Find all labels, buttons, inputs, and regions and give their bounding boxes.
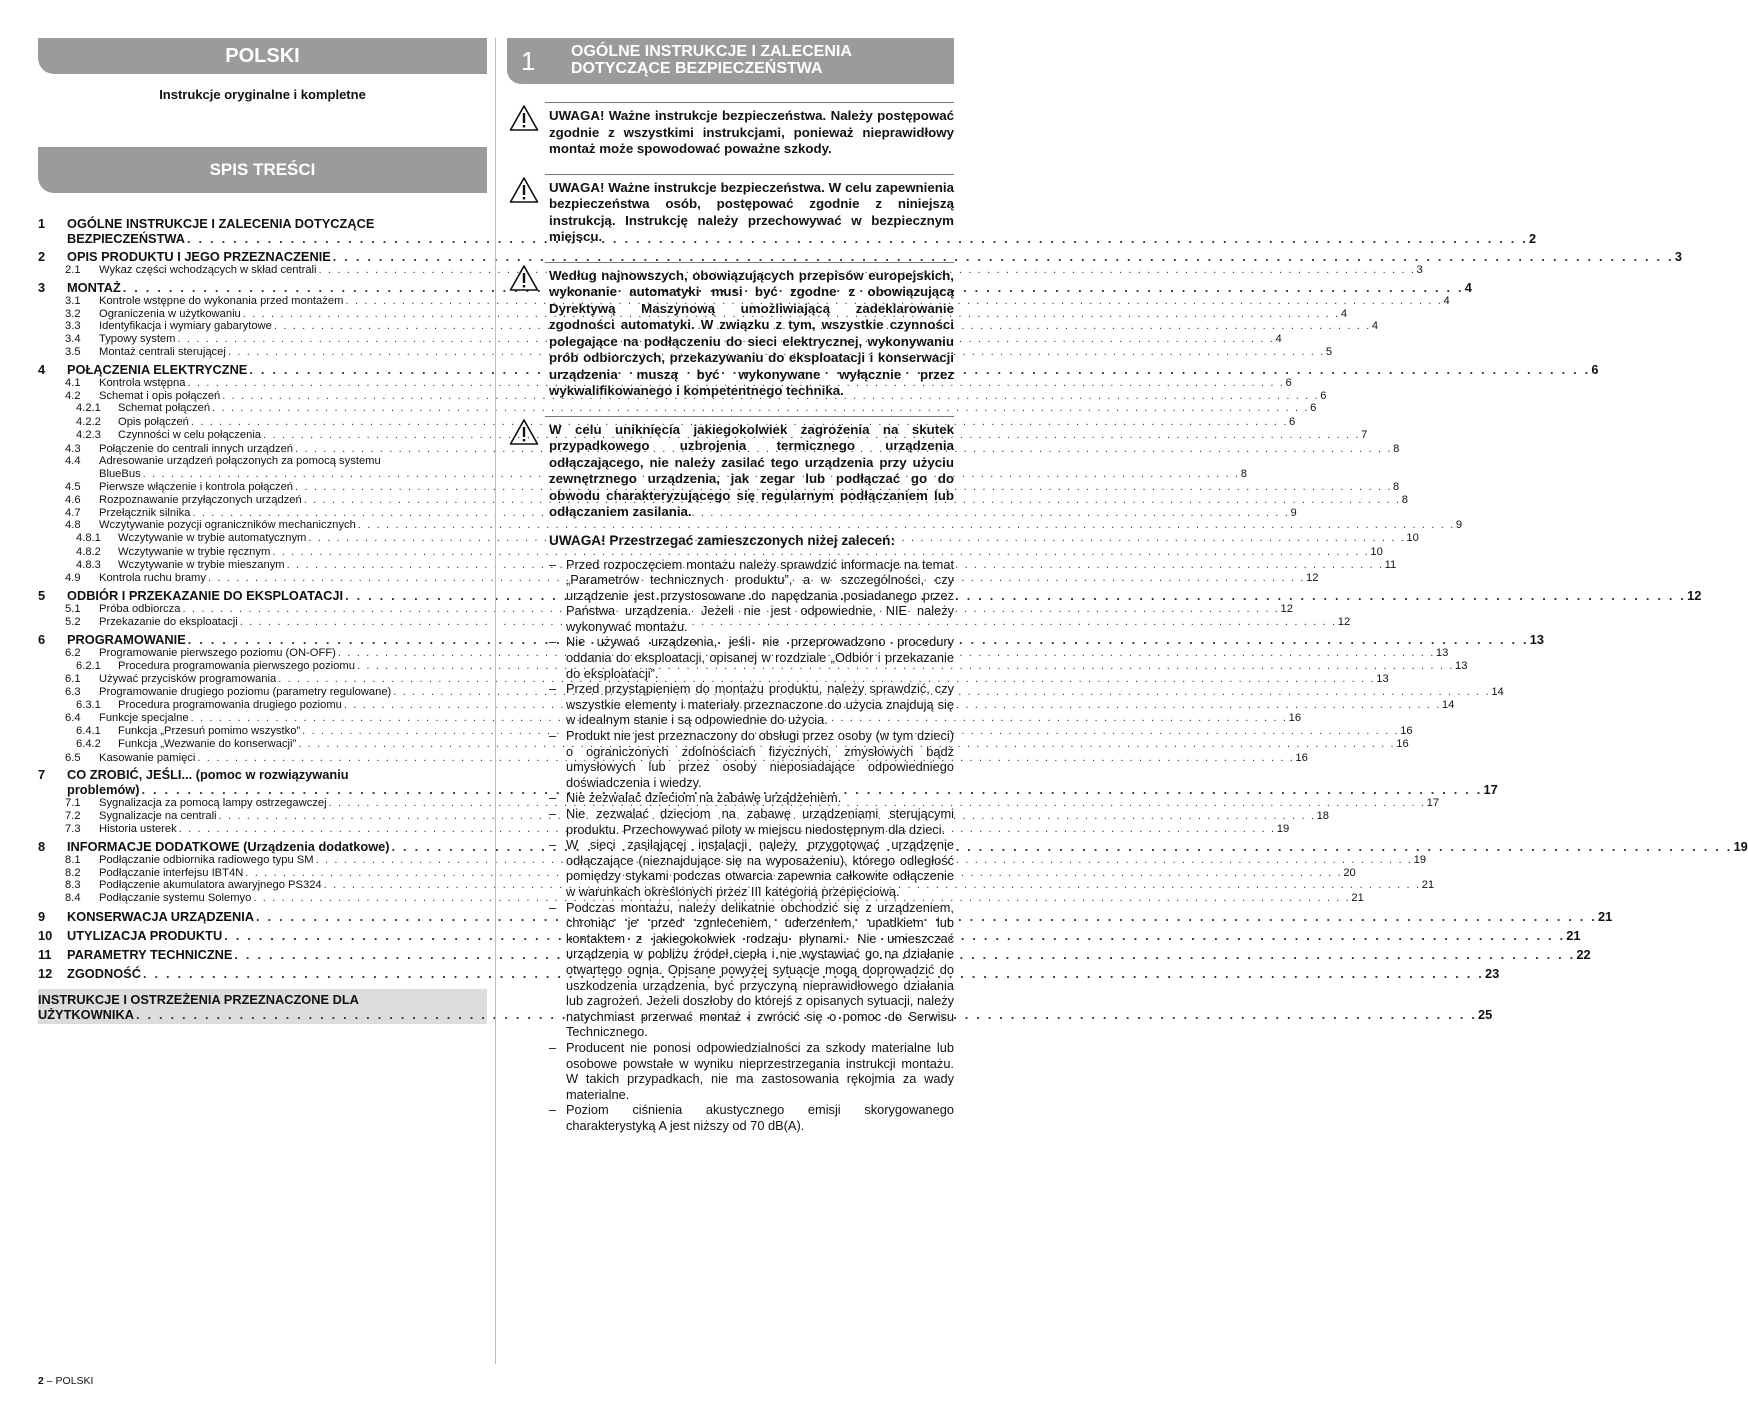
toc-number: 12 <box>38 965 53 981</box>
toc-label: Kasowanie pamięci <box>99 751 196 764</box>
column-divider <box>495 38 496 1364</box>
toc-label: ZGODNOŚĆ <box>67 965 141 981</box>
toc-entry-2[interactable] <box>38 249 1682 264</box>
toc-entry-4-1[interactable] <box>38 376 1292 390</box>
toc-page: 13 <box>1435 646 1449 659</box>
warning-text: W celu uniknięcia jakiegokolwiek zagrożenia na skutek przypadkowego uzbrojenia termicznego urządzenia odłączającego, nie należy zasilać tego urządzenia przy użyciu zewnętrznego urządzenia, jak zegar lub podłączać go do obwodu charakteryzującego się regularnym podłączaniem lub odłączaniem zasilania. <box>549 421 954 519</box>
toc-number: 6.4.1 <box>76 724 101 737</box>
toc-entry-7-2[interactable] <box>38 810 1330 823</box>
toc-page: 23 <box>1484 965 1500 981</box>
toc-label: POŁĄCZENIA ELEKTRYCZNE <box>67 361 248 377</box>
toc-page: 21 <box>1598 908 1613 924</box>
toc-entry-4-2-2[interactable] <box>38 415 1296 429</box>
toc-number: 4.5 <box>65 480 81 493</box>
toc-page: 13 <box>1454 659 1468 672</box>
toc-entry-4-2-3[interactable] <box>38 429 1368 442</box>
toc-number: 6.4 <box>65 711 81 724</box>
toc-entry-6-3[interactable] <box>38 685 1504 699</box>
toc-label: Montaż centrali sterującej <box>99 345 226 358</box>
toc-label: PROGRAMOWANIE <box>67 631 186 647</box>
toc-entry-12[interactable] <box>38 965 1500 981</box>
toc-entry-3-1[interactable] <box>38 294 1450 308</box>
toc-entry-8-4[interactable] <box>38 892 1364 905</box>
toc-label: UTYLIZACJA PRODUKTU <box>67 927 223 943</box>
toc-page: 17 <box>1426 797 1440 810</box>
toc-entry-6-1[interactable] <box>38 672 1389 686</box>
toc-entry-5-2[interactable] <box>38 615 1351 629</box>
toc-number: 3.3 <box>65 320 81 333</box>
toc-page: 6 <box>1288 415 1296 428</box>
warning-block <box>507 102 954 158</box>
warning-text: UWAGA! Ważne instrukcje bezpieczeństwa. Należy postępować zgodnie z wszystkimi instrukcjami, ponieważ nieprawidłowy montaż może spowodować poważne szkody. <box>549 108 954 156</box>
toc-label: Sygnalizacje na centrali <box>99 810 217 823</box>
toc-label: Wczytywanie pozycji ograniczników mechanicznych <box>99 519 356 532</box>
toc-number: 3 <box>38 279 46 295</box>
toc-number: 7.2 <box>65 810 81 823</box>
toc-entry-5-1[interactable] <box>38 603 1293 616</box>
toc-entry-6-4[interactable] <box>38 711 1302 725</box>
toc-entry-4-2[interactable] <box>38 389 1327 403</box>
toc-entry-4[interactable] <box>38 361 1599 377</box>
toc-page: 6 <box>1320 389 1327 402</box>
toc-number: 3.5 <box>65 345 81 358</box>
toc-entry-7-3[interactable] <box>38 822 1290 836</box>
toc-number: 4 <box>38 361 46 377</box>
toc-label: Połączenie do centrali innych urządzeń <box>99 442 294 455</box>
toc-label: OPIS PRODUKTU I JEGO PRZEZNACZENIE <box>67 249 331 264</box>
toc-number: 4.2.1 <box>76 402 101 415</box>
toc-page: 16 <box>1396 738 1409 751</box>
toc-entry-4-4[interactable] <box>38 455 1247 481</box>
toc-label: Podłączanie odbiornika radiowego typu SM <box>99 853 314 866</box>
toc-page: 20 <box>1343 866 1356 879</box>
toc-entry-2-1[interactable] <box>38 264 1423 277</box>
toc-number: 8.4 <box>65 892 81 905</box>
toc-entry-4-5[interactable] <box>38 480 1400 494</box>
toc-page: 4 <box>1275 333 1282 346</box>
toc-number: 7.1 <box>65 797 81 810</box>
toc-label: Czynności w celu połączenia <box>118 429 262 442</box>
toc-number: 2.1 <box>65 264 81 276</box>
toc-number: 4.9 <box>65 572 81 585</box>
toc-number: 6.2 <box>65 646 81 659</box>
toc-entry-8-1[interactable] <box>38 853 1427 867</box>
toc-entry-6-4-1[interactable] <box>38 724 1413 738</box>
toc-page: 4 <box>1443 294 1450 307</box>
toc-label: Podłączanie interfejsu IBT4N <box>99 866 244 879</box>
toc-label: Funkcja „Przesuń pomimo wszystko” <box>118 724 301 737</box>
warning-triangle-icon <box>509 264 539 292</box>
toc-page: 25 <box>1477 1006 1493 1022</box>
toc-entry-6-2-1[interactable] <box>38 659 1468 673</box>
toc-page: 6 <box>1591 361 1599 377</box>
toc-label: Ograniczenia w użytkowaniu <box>99 307 241 320</box>
toc-page: 21 <box>1421 879 1435 892</box>
list-item: – Przed przystąpieniem do montażu produktu, należy sprawdzić, czy wszystkie elementy i materiały przeznaczone do użycia znajdują się w idealnym stanie i są odpowiednie do użycia. <box>549 681 954 728</box>
toc-page: 3 <box>1416 264 1423 276</box>
toc-label: Wczytywanie w trybie ręcznym <box>118 545 271 558</box>
toc-page: 16 <box>1400 724 1413 737</box>
toc-page: 19 <box>1276 822 1290 835</box>
toc-entry-6-5[interactable] <box>38 751 1308 765</box>
section-number: 1 <box>521 46 536 76</box>
section-header <box>507 38 954 84</box>
toc-entry-10[interactable] <box>38 927 1581 943</box>
toc-page: 9 <box>1290 506 1297 519</box>
toc-page: 19 <box>1733 838 1748 854</box>
toc-number: 8 <box>38 838 46 854</box>
safety-bullets <box>507 557 954 1134</box>
toc-label: Procedura programowania drugiego poziomu <box>118 698 342 711</box>
uwaga-heading: UWAGA! Przestrzegać zamieszczonych niżej zaleceń: <box>549 532 895 548</box>
list-item: – W sieci zasilającej instalacji należy przygotować urządzenie odłączające (nieznajdujące się na wyposażeniu), którego odległość pomiędzy stykami podczas otwarcia zapewnia całkowite odłączenie w warunkach określonych przez III kategorią przepięciową. <box>549 837 954 899</box>
toc-page: 9 <box>1455 519 1463 532</box>
toc-label-cont: BEZPIECZEŃSTWA <box>67 231 186 246</box>
toc-number: 4.1 <box>65 376 81 389</box>
toc-page: 10 <box>1370 545 1383 558</box>
warning-rule <box>545 102 954 103</box>
warning-triangle-icon <box>509 418 539 446</box>
right-column <box>507 38 954 1133</box>
warning-rule <box>545 262 954 263</box>
language-banner: POLSKI <box>38 38 487 74</box>
toc-label: Schemat i opis połączeń <box>99 389 221 402</box>
toc-page: 22 <box>1576 946 1591 962</box>
toc-page: 12 <box>1306 572 1319 585</box>
toc-label: Opis połączeń <box>118 415 189 428</box>
warning-rule <box>545 416 954 417</box>
toc-number: 5.2 <box>65 615 81 628</box>
footer-text: – POLSKI <box>43 1375 94 1387</box>
toc-entry-4-8-2[interactable] <box>38 545 1383 559</box>
toc-label: Programowanie drugiego poziomu (parametry regulowane) <box>99 685 392 698</box>
page-number: 2 <box>38 1375 44 1387</box>
toc-entry-3-3[interactable] <box>38 320 1379 333</box>
toc-page: 16 <box>1288 711 1302 724</box>
toc-label: Podłączanie systemu Solemyo <box>99 892 252 905</box>
toc-number: 8.2 <box>65 866 81 879</box>
toc-entry-6[interactable] <box>38 631 1544 647</box>
warning-triangle-icon <box>509 104 539 132</box>
toc-number: 4.4 <box>65 455 81 468</box>
toc-entry-4-9[interactable] <box>38 572 1319 585</box>
toc-label: INSTRUKCJE I OSTRZEŻENIA PRZEZNACZONE DLA <box>38 991 359 1007</box>
toc-number: 4.7 <box>65 506 81 519</box>
toc-page: 16 <box>1295 751 1308 764</box>
list-item: – Produkt nie jest przeznaczony do obsługi przez osoby (w tym dzieci) o ograniczonych zdolnościach fizycznych, zmysłowych bądź umysłowych lub przez osoby nieposiadające odpowiedniego doświadczenia i wiedzy. <box>549 728 954 790</box>
toc-page: 10 <box>1406 532 1419 545</box>
toc-number: 1 <box>38 216 46 231</box>
toc-number: 7.3 <box>65 822 81 835</box>
warning-block <box>507 416 954 521</box>
toc-page: 8 <box>1240 468 1247 481</box>
toc-entry-8[interactable] <box>38 838 1748 854</box>
toc-banner: SPIS TREŚCI <box>38 147 487 193</box>
toc-number: 6.2.1 <box>76 659 101 672</box>
toc-number: 6.5 <box>65 751 81 764</box>
toc-label: Sygnalizacja za pomocą lampy ostrzegawczej <box>99 797 327 810</box>
toc-label: MONTAŻ <box>67 279 121 295</box>
toc-number: 10 <box>38 927 53 943</box>
toc-number: 4.8.3 <box>76 558 101 571</box>
list-item: – Poziom ciśnienia akustycznego emisji skorygowanego charakterystyką A jest niższy od 70 dB(A). <box>549 1102 954 1133</box>
toc-number: 7 <box>38 767 46 783</box>
toc-label: Kontrola wstępna <box>99 376 186 389</box>
toc-label: CO ZROBIĆ, JEŚLI... (pomoc w rozwiązywaniu <box>67 767 349 783</box>
toc-entry-3-4[interactable] <box>38 333 1282 346</box>
toc-page: 13 <box>1376 672 1389 685</box>
toc-label: Kontrola ruchu bramy <box>99 572 206 585</box>
toc-entry-4-6[interactable] <box>38 493 1408 507</box>
list-item: – Przed rozpoczęciem montażu należy sprawdzić informacje na temat „Parametrów technicznych produktu”, a w szczególności, czy urządzenie jest przystosowane do napędzania posiadanego przez Państwa urządzenia. Jeżeli nie jest odpowiednie, NIE należy wykonywać montażu. <box>549 557 954 635</box>
toc-number: 3.1 <box>65 294 81 307</box>
toc-number: 4.2.2 <box>76 415 101 428</box>
toc-label: INFORMACJE DODATKOWE (Urządzenia dodatkowe) <box>67 838 390 854</box>
list-item: – Nie zezwalać dzieciom na zabawę urządzeniami sterującymi produktu. Przechowywać piloty w miejscu niedostępnym dla dzieci. <box>549 806 954 837</box>
toc-label: Identyfikacja i wymiary gabarytowe <box>99 320 272 333</box>
toc-label: OGÓLNE INSTRUKCJE I ZALECENIA DOTYCZĄCE <box>67 216 375 231</box>
toc-entry-4-3[interactable] <box>38 442 1400 456</box>
toc-number: 4.6 <box>65 493 81 506</box>
toc-page: 12 <box>1687 588 1702 604</box>
toc-entry-4-8-3[interactable] <box>38 558 1397 572</box>
toc-label: Używać przycisków programowania <box>99 672 277 685</box>
toc-number: 4.2 <box>65 389 81 402</box>
toc-entry-8-3[interactable] <box>38 879 1435 892</box>
list-item: – Podczas montażu, należy delikatnie obchodzić się z urządzeniem, chroniąc je przed zgnieceniem, uderzeniem, upadkiem lub kontaktem z jakiegokolwiek rodzaju płynami. Nie umieszczać urządzenia w pobliżu źródeł ciepła i nie wystawiać go na działanie otwartego ognia. Opisane powyżej sytuacje mogą doprowadzić do uszkodzenia urządzenia, być przyczyną nieprawidłowego działania lub zagrożeń. Jeżeli doszłoby do którejś z opisanych sytuacji, należy natychmiast przerwać montaż i zwrócić się o pomoc do Serwisu Technicznego. <box>549 900 954 1040</box>
toc-entry-6-3-1[interactable] <box>38 698 1455 712</box>
toc-label-cont: BlueBus <box>99 468 141 481</box>
toc-entry-4-8[interactable] <box>38 519 1463 532</box>
toc-page: 19 <box>1413 853 1427 866</box>
toc-number: 6.3 <box>65 685 81 698</box>
toc-number: 6.3.1 <box>76 698 101 711</box>
warnings <box>507 102 954 521</box>
toc-page: 21 <box>1351 892 1364 905</box>
toc-page: 14 <box>1491 685 1504 698</box>
toc-label: PARAMETRY TECHNICZNE <box>67 946 233 962</box>
toc-number: 6.1 <box>65 672 81 685</box>
toc-label: Próba odbiorcza <box>99 603 181 616</box>
section-title-line2: DOTYCZĄCE BEZPIECZEŃSTWA <box>571 60 823 77</box>
toc-number: 5.1 <box>65 603 81 616</box>
toc-label: Programowanie pierwszego poziomu (ON-OFF) <box>99 646 336 659</box>
toc-label: Adresowanie urządzeń połączonych za pomocą systemu <box>99 455 381 468</box>
toc-label: Podłączenie akumulatora awaryjnego PS324 <box>99 879 322 892</box>
toc-entry-4-2-1[interactable] <box>38 402 1317 415</box>
toc-entry-6-4-2[interactable] <box>38 738 1409 751</box>
toc-entry-11[interactable] <box>38 946 1591 962</box>
toc-label: Pierwsze włączenie i kontrola połączeń <box>99 480 294 493</box>
toc-entry-8-2[interactable] <box>38 866 1356 880</box>
toc-label: ODBIÓR I PRZEKAZANIE DO EKSPLOATACJI <box>67 588 344 604</box>
toc-page: 7 <box>1361 429 1368 442</box>
toc-label: Wczytywanie w trybie automatycznym <box>118 532 307 545</box>
toc-number: 2 <box>38 249 46 264</box>
toc-page: 12 <box>1337 615 1351 628</box>
toc-entry-5[interactable] <box>38 588 1702 604</box>
toc-number: 11 <box>38 946 52 962</box>
section-title-line1: OGÓLNE INSTRUKCJE I ZALECENIA <box>571 43 852 60</box>
toc-page: 5 <box>1325 345 1333 358</box>
toc-number: 5 <box>38 588 46 604</box>
toc-number: 4.8.1 <box>76 532 101 545</box>
toc-label-cont: UŻYTKOWNIKA <box>38 1006 134 1022</box>
subtitle: Instrukcje oryginalne i kompletne <box>159 87 366 102</box>
toc-page: 8 <box>1401 493 1408 506</box>
toc-entry-1[interactable] <box>38 216 1537 246</box>
toc-label: Rozpoznawanie przyłączonych urządzeń <box>99 493 302 506</box>
section-title <box>571 43 852 77</box>
toc-page: 8 <box>1393 442 1400 455</box>
toc-page: 18 <box>1316 810 1330 823</box>
warning-triangle-icon <box>509 176 539 204</box>
toc-page: 6 <box>1310 402 1317 415</box>
list-item: – Producent nie ponosi odpowiedzialności za szkody materialne lub osobowe powstałe w wyniku nieprzestrzegania instrukcji montażu. W takich przypadkach, nie ma zastosowania rękojmia za wady materialne. <box>549 1040 954 1102</box>
toc-page: 6 <box>1285 376 1292 389</box>
toc-number: 4.8.2 <box>76 545 101 558</box>
page-footer <box>38 1375 93 1387</box>
toc-page: 17 <box>1483 782 1498 798</box>
toc-label: Historia usterek <box>99 822 177 835</box>
toc-page: 3 <box>1674 249 1682 264</box>
toc-label: Funkcje specjalne <box>99 711 189 724</box>
toc-entry-user-instructions[interactable] <box>38 989 1493 1024</box>
toc-label: Procedura programowania pierwszego poziomu <box>118 659 355 672</box>
warning-text: Według najnowszych, obowiązujących przepisów europejskich, wykonanie automatyki musi być zgodne z obowiązującą Dyrektywą Maszynową umożliwiającą zadeklarowanie zgodności automatyki. W związku z tym, wszystkie czynności polegające na podłączeniu do sieci elektrycznej, wykonywaniu prób odbiorczych, przekazywaniu do eksploatacji i konserwacji urządzenia muszą być wykonywane wyłącznie przez wykwalifikowanego i kompetentnego technika. <box>549 267 954 398</box>
toc-page: 13 <box>1529 631 1544 647</box>
toc-label: Kontrole wstępne do wykonania przed montażem <box>99 294 344 307</box>
toc-label: Schemat połączeń <box>118 402 211 415</box>
toc-number: 4.3 <box>65 442 81 455</box>
toc-number: 9 <box>38 908 46 924</box>
toc-page: 4 <box>1340 307 1348 320</box>
warning-text: UWAGA! Ważne instrukcje bezpieczeństwa. W celu zapewnienia bezpieczeństwa osób, postępować zgodnie z niniejszą instrukcją. Instrukcję należy przechowywać w bezpiecznym miejscu. <box>549 179 954 244</box>
toc-label: Wczytywanie w trybie mieszanym <box>118 558 285 571</box>
toc-number: 8.1 <box>65 853 81 866</box>
list-item: – Nie zezwalać dzieciom na zabawę urządzeniem. <box>549 790 954 806</box>
toc-number: 4.8 <box>65 519 81 532</box>
toc-label: Typowy system <box>99 333 176 346</box>
toc-label: Funkcja „Wezwanie do konserwacji” <box>118 738 297 751</box>
toc-number: 6 <box>38 631 46 647</box>
toc-page: 4 <box>1464 279 1472 295</box>
toc-page: 14 <box>1441 698 1455 711</box>
toc-page: 21 <box>1566 927 1581 943</box>
warning-block <box>507 262 954 400</box>
toc-page: 8 <box>1393 480 1400 493</box>
toc-entry-4-7[interactable] <box>38 506 1297 520</box>
toc-label-cont: problemów) <box>67 782 140 798</box>
warning-rule <box>545 174 954 175</box>
toc-page: 12 <box>1280 603 1293 616</box>
toc-page: 4 <box>1371 320 1379 333</box>
toc-entry-3-5[interactable] <box>38 345 1333 359</box>
toc-number: 6.4.2 <box>76 738 101 751</box>
toc-page: 2 <box>1529 231 1537 246</box>
warning-block <box>507 174 954 246</box>
toc-number: 4.2.3 <box>76 429 101 442</box>
toc-label: KONSERWACJA URZĄDZENIA <box>67 908 254 924</box>
toc-number: 8.3 <box>65 879 81 892</box>
list-item: – Nie używać urządzenia, jeśli nie przeprowadzono procedury oddania do eksploatacji, opisanej w rozdziale „Odbiór i przekazanie do eksploatacji”. <box>549 634 954 681</box>
toc-number: 3.2 <box>65 307 81 320</box>
toc-label: Przełącznik silnika <box>99 506 191 519</box>
toc-entry-3[interactable] <box>38 279 1472 295</box>
toc-number: 3.4 <box>65 333 81 346</box>
toc-page: 11 <box>1384 558 1397 571</box>
toc-label: Przekazanie do eksploatacji <box>99 615 238 628</box>
toc-entry-3-2[interactable] <box>38 307 1348 321</box>
toc-entry-6-2[interactable] <box>38 646 1449 660</box>
toc-entry-9[interactable] <box>38 908 1613 924</box>
toc-label: Wykaz części wchodzących w skład centrali <box>99 264 317 276</box>
